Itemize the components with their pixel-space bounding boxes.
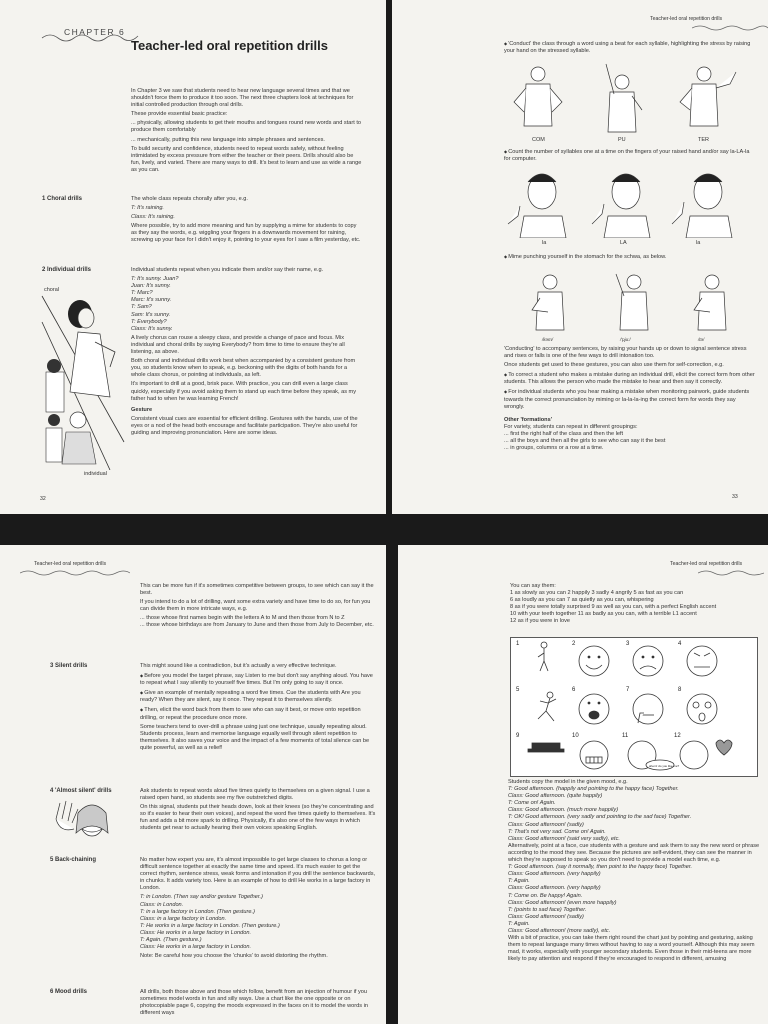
section-label-choral: 1 Choral drills: [42, 196, 83, 202]
schwa-label-2: /'pju:/: [620, 337, 631, 342]
raised-hand-face-illustration: [52, 799, 122, 845]
mood-num-1: 1: [516, 641, 520, 647]
figure-caption-choral: choral: [44, 287, 59, 293]
page-number: 32: [40, 496, 46, 502]
mood-drills-text: All drills, both those above and those which follow, benefit from an injection of humour if you sometimes model words in fun and silly ways. Use a chart like the one opposite or on photocopiable page 6, copying the moods expressed in the faces on it to model the words in different ways: [140, 989, 368, 1017]
finger-counting-faces: [504, 166, 754, 238]
section-label-individual: 2 Individual drills: [42, 267, 92, 273]
almost-silent-text: Ask students to repeat words aloud five times quietly to themselves on a given signal. I use a raised open hand, so students see my five outstretched digits. On this signal, students put their heads down, look at their knees (so they're concentrating and so it's easier to hear their own voices), and repeat the word five times quietly to themselves. It's fun and adds a bit more spark to drilling. Physically, it's also one of the few ways in which students get near to actually hearing their own voices speaking English.: [140, 788, 376, 832]
mood-num-3: 3: [626, 641, 630, 647]
section-label-mood: 6 Mood drills: [50, 989, 88, 995]
schwa-label-3: /tə/: [698, 337, 705, 342]
mood-faces-chart: [510, 637, 758, 777]
la-1: la: [542, 240, 547, 246]
groupings-text: This can be more fun if it's sometimes competitive between groups, to see which can say it the best. If you intend to do a lot of drilling, want some extra variety and have time to do so, for fun you can divide them in more intricate ways, e.g. ... those whose first names begin with the letters A to M and then those from N to Z ... those whose birthdays are from January to June and then those from July to December, etc.: [140, 583, 374, 629]
figure-caption-individual: individual: [84, 471, 107, 477]
page-33: [392, 0, 768, 514]
individual-drills-text: Individual students repeat when you indicate them and/or say their name, e.g. T: It's sunny. Juan? Juan: It's sunny. T: Marc? Marc: It's sunny. T: Sam? Sam: It's sunny. T: Everybody? Class: It's sunny. A lively chorus can rouse a sleepy class, and provide a change of pace and focus. Mix individual and choral drills by saying Everybody? from time to time to ensure they're all listening, as above. Both choral and individual drills work best when accompanied by a consistent gesture from you, so students know when to speak, e.g. beckoning with the digits of both hands for a whole class chorus, or pointing at individuals, as left. It's important to drill at a good, brisk pace. With practice, you can drill even a large class quickly, especially if you avoid asking them to stand up each time before they speak, as my father had to when he was learning French! Gesture Consistent visual cues are essential for efficient drilling. Gestures with the hands, use of the eyes or a nod of the head both encourage and facilitate participation. They're also useful for guiding and improving pronunciation. Here are some ideas.: [131, 267, 358, 436]
running-head: Teacher-led oral repetition drills: [34, 561, 107, 567]
mood-num-9: 9: [516, 733, 520, 739]
mood-num-5: 5: [516, 687, 520, 693]
syllable-com: COM: [532, 137, 545, 143]
mood-num-6: 6: [572, 687, 576, 693]
la-3: la: [696, 240, 701, 246]
mood-num-4: 4: [678, 641, 682, 647]
intro-text: In Chapter 3 we saw that students need to hear new language several times and that we shouldn't force them to produce it too soon. The next three chapters look at techniques for initial controlled production through oral drills. These provide essential basic practice: ... physically, allowing students to get their mouths and tongues round new words and start to produce them comfortably ... mechanically, putting this new language into simple phrases and sentences. To build security and confidence, students need to repeat words safely, without feeling intimidated by excess pressure from either the teacher or their peers. Drills should also be fun, lively, and varied. There are many ways to drill. It's best to learn and use as wide a range as you can.: [131, 88, 362, 173]
header-swirl-decoration: [698, 569, 764, 577]
back-chaining-text: No matter how expert you are, it's almost impossible to get large classes to chorus a long or difficult sentence together at exactly the same time and speed. It's much easier to get the correct rhythm, sentence stress, weak forms and intonation if you drill the sentence backwards, in chunks. It adds variety too. Here is an example of how to drill He works in a large factory in London. T: in London. (Then say and/or gesture Together.) Class: in London. T: in a large factory in London. (Then gesture.) Class: in a large factory in London. T: He works in a large factory in London. (Then gesture.) Class: He works in a large factory in London. T: Again. (Then gesture.) Class: He works in a large factory in London. Note: Be careful how you choose the 'chunks' to avoid distorting the rhythm.: [140, 857, 376, 960]
mood-num-2: 2: [572, 641, 576, 647]
mood-num-12: 12: [674, 733, 681, 739]
conduct-bullet: ◆ 'Conduct' the class through a word using a beat for each syllable, highlighting the stress by raising your hand on the stressed syllable.: [504, 40, 752, 57]
choral-drills-text: The whole class repeats chorally after you, e.g. T: It's raining. Class: It's raining. Where possible, try to add more meaning and fun by supplying a mime for students to copy as they say the words, e.g. wiggling your fingers in a downwards movement for raining, screwing up your face for I didn't enjoy it, pointing to your eyes for I saw a film yesterday, etc.: [131, 196, 361, 244]
page-number: 33: [732, 494, 738, 500]
page-32: [0, 0, 386, 514]
schwa-label-1: /kəm/: [542, 337, 554, 342]
mood-list: You can say them: 1 as slowly as you can 2 happily 3 sadly 4 angrily 5 as fast as you can 6 as loudly as you can 7 as quietly as you can, whispering 8 as if you were totally surprised 9 as well as you can, with a perfect English accent 10 with your teeth together 11 as badly as you can, with a terrible L1 accent 12 as if you were in love: [510, 583, 717, 625]
chapter-title: Teacher-led oral repetition drills: [131, 38, 328, 53]
chapter-label: CHAPTER 6: [64, 27, 126, 37]
section-label-back-chaining: 5 Back-chaining: [50, 857, 97, 863]
mood-examples-text: Students copy the model in the given mood, e.g. T: Good afternoon. (happily and pointing to the happy face) Together. Class: Good afternoon. (quite happily) T: Come on! Again. Class: Good afternoon. (much more happily) T: OK! Good afternoon. (very sadly and pointing to the sad face) Together. Class: Good afternoon! (sadly) T: That's not very sad. Come on! Again. Class: Good afternoon! (said very sadly), etc. Alternatively, point at a face, cue students with a gesture and ask them to say the new word or phrase according to the mood they see. Because the pictures are self-evident, they can see the manner in which they're supposed to speak so you don't need to provide a model each time, e.g. T: Good afternoon. (say it normally, then point to the happy face) Together. Class: Good afternoon. (very happily) T: Again. Class: Good afternoon. (very happily) T: Come on. Be happy! Again. Class: Good afternoon! (even more happily) T: (points to sad face) Together. Class: Good afternoon! (sadly) T: Again. Class: Good afternoon! (more sadly), etc. With a bit of practice, you can take them right round the chart just by pointing and gesturing, asking them to repeat language many times without having to say a word yourself. Although this may seem mad, it works, especially with younger secondary students. Even those in their mid-teens are more likely to pay attention and respond if they're encouraged to respond in different, amusing: [508, 779, 760, 963]
speech-bubble-text: ahem! do you like me?: [649, 764, 680, 768]
section-label-almost-silent: 4 'Almost silent' drills: [50, 788, 112, 794]
schwa-bullet: ◆ Mime punching yourself in the stomach for the schwa, as below.: [504, 253, 754, 263]
section-label-silent: 3 Silent drills: [50, 663, 88, 669]
mood-num-10: 10: [572, 733, 579, 739]
mood-num-11: 11: [622, 733, 629, 739]
running-head: Teacher-led oral repetition drills: [670, 561, 743, 567]
silent-drills-text: This might sound like a contradiction, but it's actually a very effective technique. ◆ Before you model the target phrase, say Listen to me but don't say anything aloud. You have to repeat what I say silently to yourself five times. But I'm only going to say it once. ◆ Give an example of mentally repeating a word five times. Cue the students with Are you ready? When they are silent, say it once. They repeat it to themselves silently. ◆ Then, elicit the word back from them to see who can say it best, or move onto repetition drilling, or repeat the procedure once more. Some teachers tend to over-drill a phrase using just one technique, usually repeating aloud. Students process, learn and memorise language equally well through silent repetition to themselves. It also saves your voice and the impact of a few moments of total silence can be quite powerful, as well as a relief!: [140, 663, 376, 754]
teacher-pointing-illustration: [40, 292, 126, 470]
running-head: Teacher-led oral repetition drills: [650, 16, 723, 22]
page-35: [398, 545, 768, 1024]
header-swirl-decoration: [20, 569, 130, 577]
mood-num-7: 7: [626, 687, 630, 693]
page-34: [0, 545, 386, 1024]
schwa-mime-figures: [526, 272, 756, 332]
conducting-text: 'Conducting' to accompany sentences, by raising your hands up or down to signal sentence stress and rises or falls is one of the few ways to drill intonation too. Once students get used to these gestures, you can also use them for self-correction, e.g. ◆ To correct a student who makes a mistake during an individual drill, elicit the correct form from other students. This allows the person who made the mistake to hear and then say it correctly. ◆ For individual students who you hear making a mistake when monitoring pairwork, guide students towards the correct pronunciation by miming or la-la-la-ing the correct form for words they say wrongly. Other 'formations' For variety, students can repeat in different groupings: ... first the right half of the class and then the left ... all the boys and then all the girls to see who can say it the best ... in groups, columns or a row at a time.: [504, 346, 756, 452]
header-swirl-decoration: [692, 24, 768, 32]
la-2: LA: [620, 240, 627, 246]
mood-num-8: 8: [678, 687, 682, 693]
syllable-pu: PU: [618, 137, 626, 143]
count-syllables-bullet: ◆ Count the number of syllables one at a time on the fingers of your raised hand and/or say la-LA-la for computer.: [504, 148, 754, 165]
syllable-ter: TER: [698, 137, 709, 143]
conducting-figures: [510, 62, 754, 136]
